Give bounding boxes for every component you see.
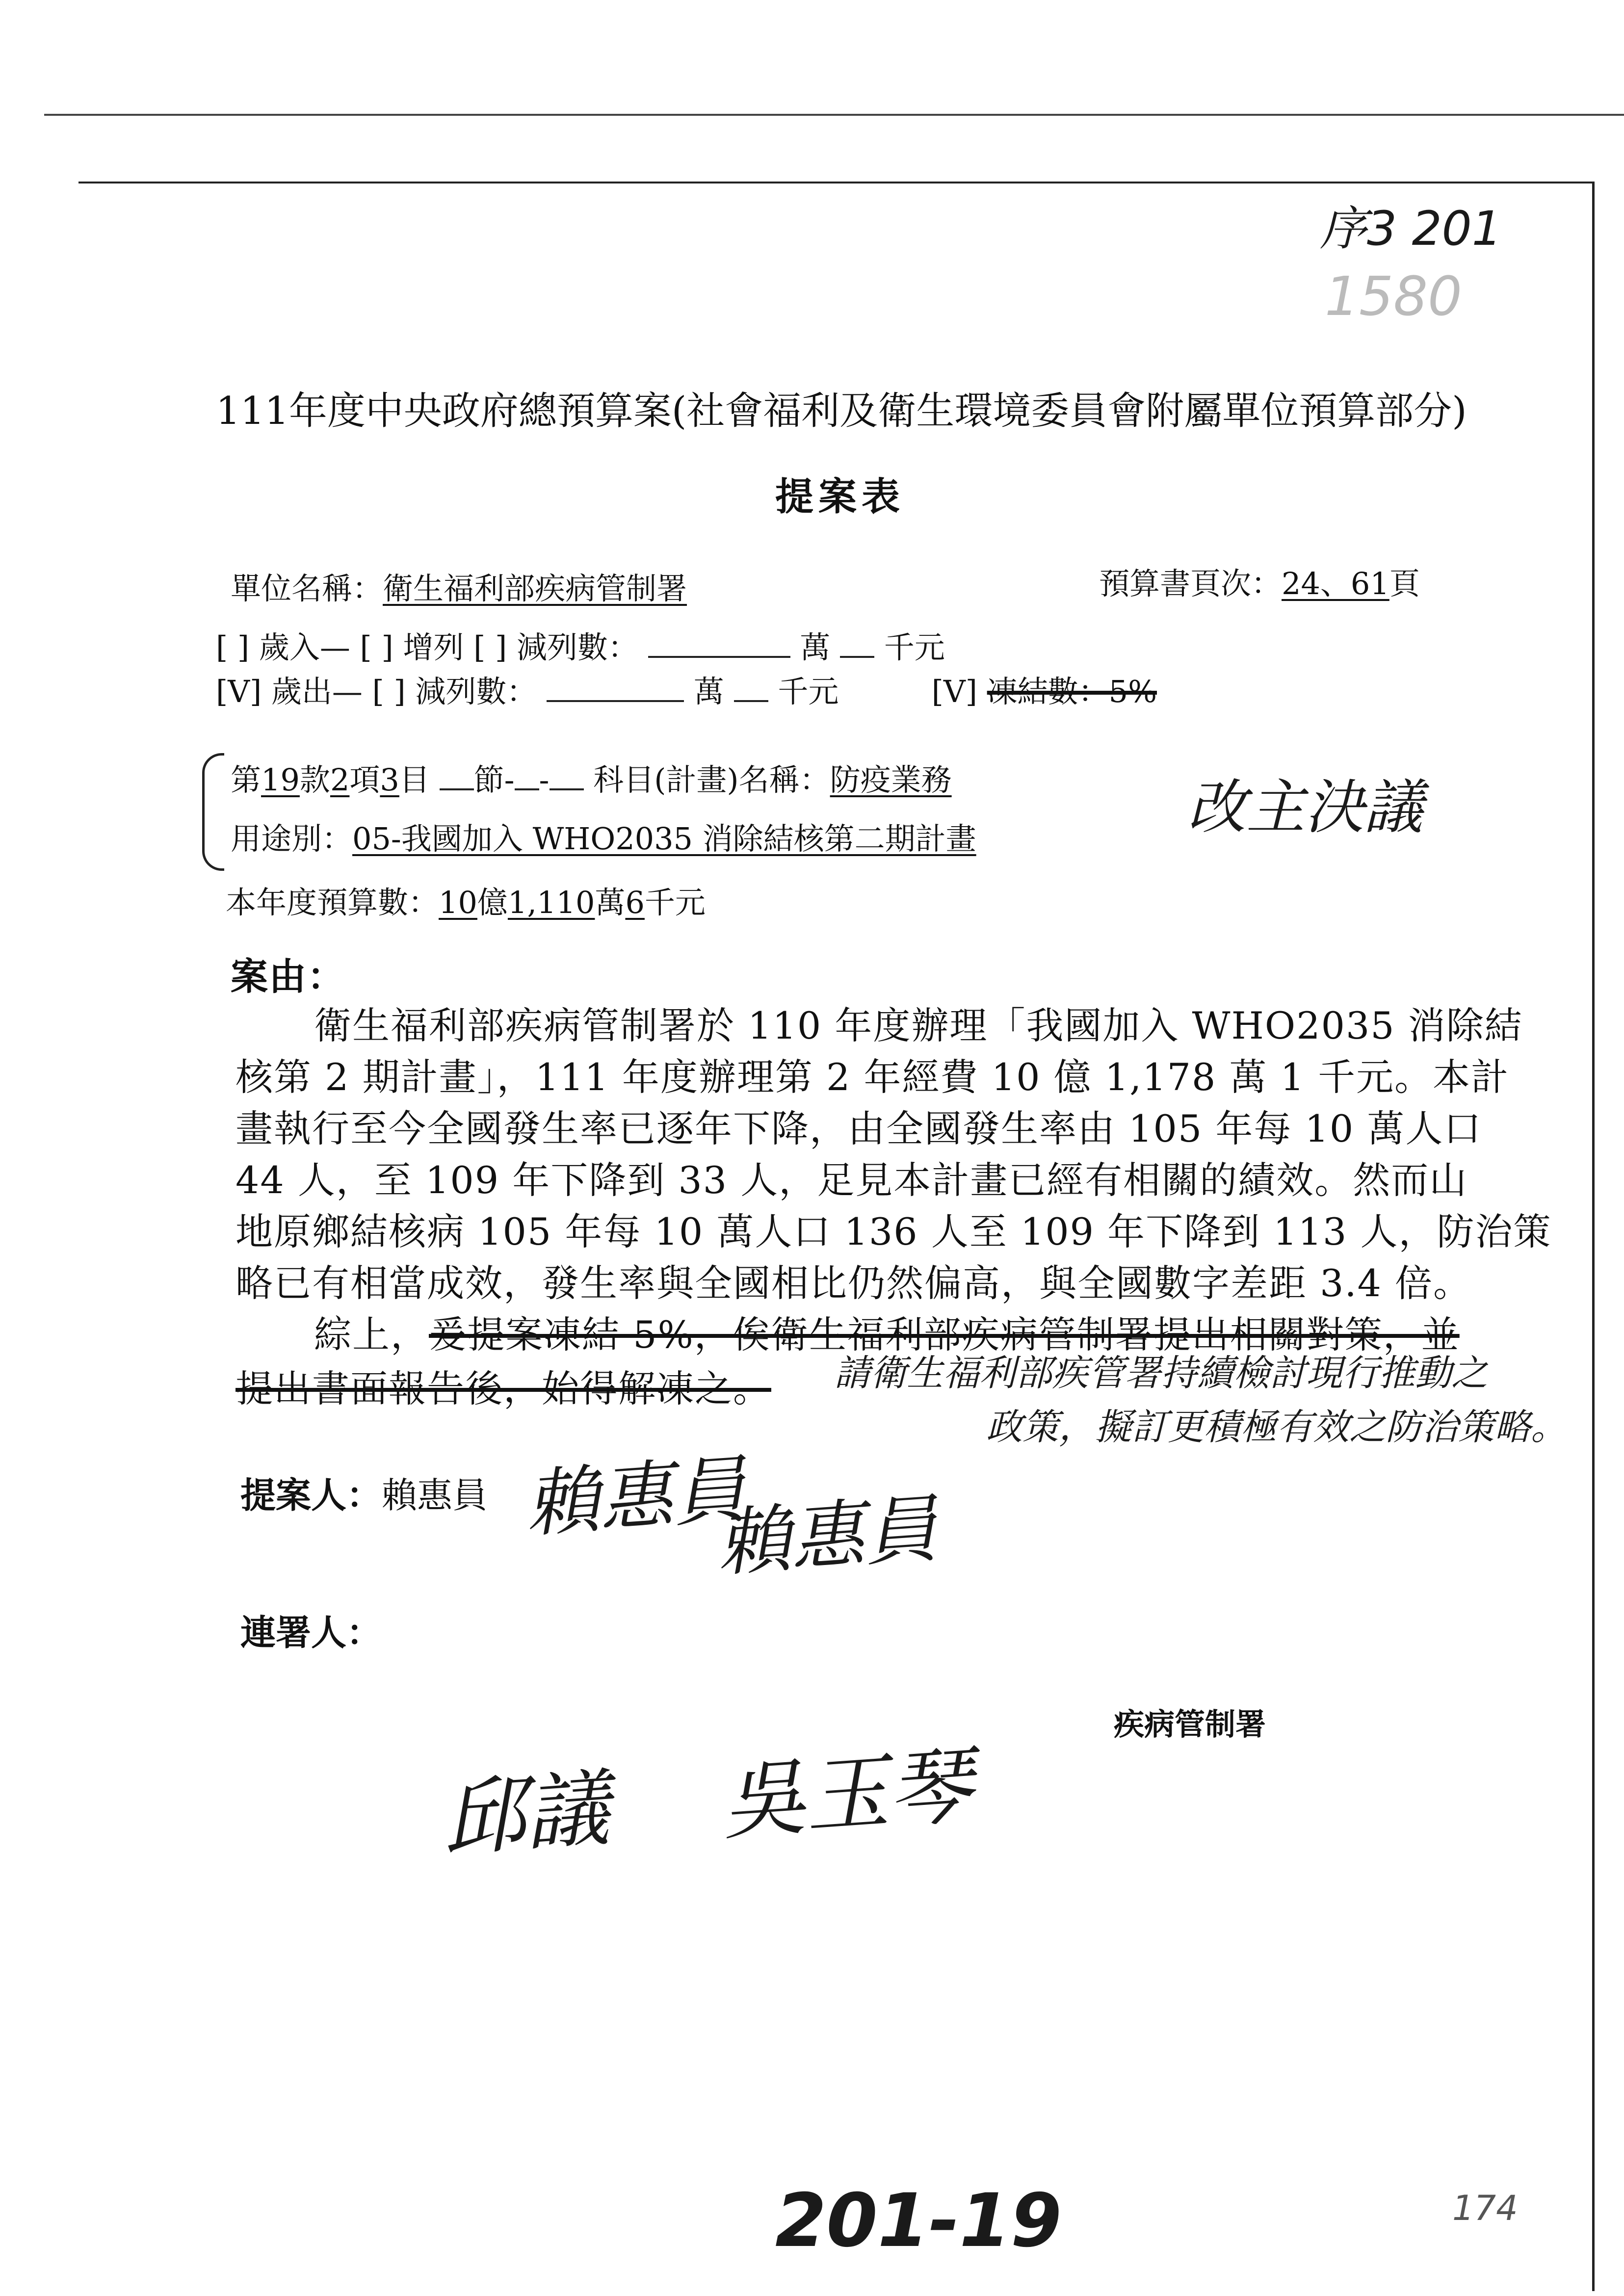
header-annotation: 序3 201: [1320, 201, 1502, 256]
amend-note: 改主決議: [1187, 774, 1423, 842]
budget-page-row: [1099, 559, 1420, 603]
top-rule: [44, 114, 1624, 116]
revenue-blank-1: [648, 626, 790, 658]
expense-blank-2: [734, 671, 768, 702]
use-row: [231, 814, 976, 858]
cdc-stamp: 疾病管制署: [1114, 1706, 1266, 1742]
annual-budget-label: 本年度預算數：: [226, 885, 439, 920]
annual-budget-row: [226, 878, 706, 922]
annual-budget-c: 6: [625, 885, 645, 920]
frame-right: [1592, 182, 1595, 2291]
item-name: 防疫業務: [830, 762, 952, 798]
expense-label-2: 減列數：: [415, 674, 537, 709]
budget-page-value: 24、61: [1282, 566, 1389, 601]
use-label: 用途別：: [231, 821, 353, 857]
annual-budget-b: 1,110: [507, 885, 595, 920]
conclusion-lead: 綜上，: [314, 1313, 429, 1357]
use-value: 05-我國加入 WHO2035 消除結核第二期計畫: [352, 821, 976, 857]
proposer-label: 提案人：: [240, 1474, 382, 1516]
revenue-unit-2: 千元: [884, 629, 945, 665]
cosigner-signature-2: 吳玉琴: [718, 1737, 975, 1852]
revenue-label-1: 歲入—: [259, 629, 350, 665]
proposer-row: [240, 1467, 488, 1518]
conclusion-struck-1: 爰提案凍結 5%，俟衛生福利部疾病管制署提出相關對策，並: [429, 1313, 1460, 1357]
item-k5: 節-: [473, 762, 515, 798]
budget-page-label: 預算書頁次：: [1099, 566, 1282, 601]
item-row: [231, 756, 952, 799]
body-line-2: 核第 2 期計畫」，111 年度辦理第 2 年經費 10 億 1,178 萬 1 千元。本計: [236, 1055, 1510, 1099]
case-reason-label: 案由：: [231, 955, 345, 998]
revenue-box-2: [ ]: [360, 629, 393, 665]
expense-unit-2: 千元: [778, 674, 839, 709]
body-line-4: 44 人，至 109 年下降到 33 人，足見本計畫已經有相關的績效。然而山: [236, 1158, 1468, 1202]
proposer-signature-1: 賴惠員: [523, 1447, 749, 1548]
annual-budget-a-unit: 億: [477, 885, 508, 920]
expense-row: [216, 667, 1157, 711]
corner-note: 174: [1452, 2188, 1518, 2228]
expense-box-1: [V]: [216, 674, 262, 709]
item-blank-3: [550, 759, 584, 790]
annual-budget-c-unit: 千元: [644, 885, 706, 920]
item-mu: 3: [380, 762, 399, 798]
item-k7: 科目(計畫)名稱：: [593, 762, 830, 798]
revenue-row: [216, 623, 945, 667]
expense-blank-1: [547, 671, 684, 702]
revenue-label-2: 增列: [403, 629, 464, 665]
conclusion-struck-2: 提出書面報告後，始得解凍之。: [236, 1367, 771, 1410]
item-kuan: 19: [261, 762, 300, 798]
item-k4: 目: [399, 762, 430, 798]
conclusion-handwritten-2: 政策，擬訂更積極有效之防治策略。: [986, 1406, 1567, 1448]
item-k3: 項: [349, 762, 380, 798]
freeze-struck: 凍結數：5%: [987, 674, 1157, 709]
frame-top: [79, 182, 1595, 183]
form-title: 提案表: [775, 474, 905, 519]
proposer-name: 賴惠員: [382, 1475, 488, 1516]
body-line-1: 衛生福利部疾病管制署於 110 年度辦理「我國加入 WHO2035 消除結: [314, 1004, 1523, 1047]
item-blank-1: [440, 759, 474, 790]
cosigner-signature-1: 邱議: [439, 1760, 612, 1869]
unit-value: 衛生福利部疾病管制署: [383, 571, 687, 606]
budget-page-suffix: 頁: [1389, 566, 1420, 601]
expense-box-2: [ ]: [372, 674, 406, 709]
annual-budget-a: 10: [439, 885, 477, 920]
unit-label: 單位名稱：: [231, 571, 383, 606]
annual-budget-b-unit: 萬: [595, 885, 626, 920]
body-line-3: 畫執行至今全國發生率已逐年下降，由全國發生率由 105 年每 10 萬人口: [236, 1107, 1482, 1150]
conclusion-line-2: [236, 1359, 771, 1412]
item-k6: -: [539, 762, 550, 798]
item-blank-2: [515, 759, 539, 790]
footer-handwritten: 201-19: [775, 2178, 1062, 2264]
document-title: 111年度中央政府總預算案(社會福利及衛生環境委員會附屬單位預算部分): [216, 389, 1467, 433]
item-bracket: [202, 753, 224, 871]
expense-label-1: 歲出—: [271, 674, 363, 709]
proposer-signature-2: 賴惠員: [714, 1486, 941, 1587]
item-k2: 款: [299, 762, 330, 798]
expense-box-3: [V]: [931, 674, 977, 709]
revenue-blank-2: [840, 626, 874, 658]
revenue-unit-1: 萬: [800, 629, 831, 665]
header-stamp: 1580: [1325, 265, 1462, 328]
revenue-label-3: 減列數：: [516, 629, 638, 665]
item-k1: 第: [231, 762, 262, 798]
conclusion-handwritten-1: 請衛生福利部疾管署持續檢討現行推動之: [834, 1352, 1488, 1394]
cosigner-label: 連署人：: [240, 1612, 382, 1653]
revenue-box-1: [ ]: [216, 629, 250, 665]
revenue-box-3: [ ]: [473, 629, 507, 665]
body-line-6: 略已有相當成效，發生率與全國相比仍然偏高，與全國數字差距 3.4 倍。: [236, 1261, 1472, 1305]
body-line-5: 地原鄉結核病 105 年每 10 萬人口 136 人至 109 年下降到 113 人，防治策: [236, 1210, 1552, 1253]
item-xiang: 2: [330, 762, 350, 798]
expense-unit-1: 萬: [693, 674, 724, 709]
unit-row: [231, 564, 687, 608]
